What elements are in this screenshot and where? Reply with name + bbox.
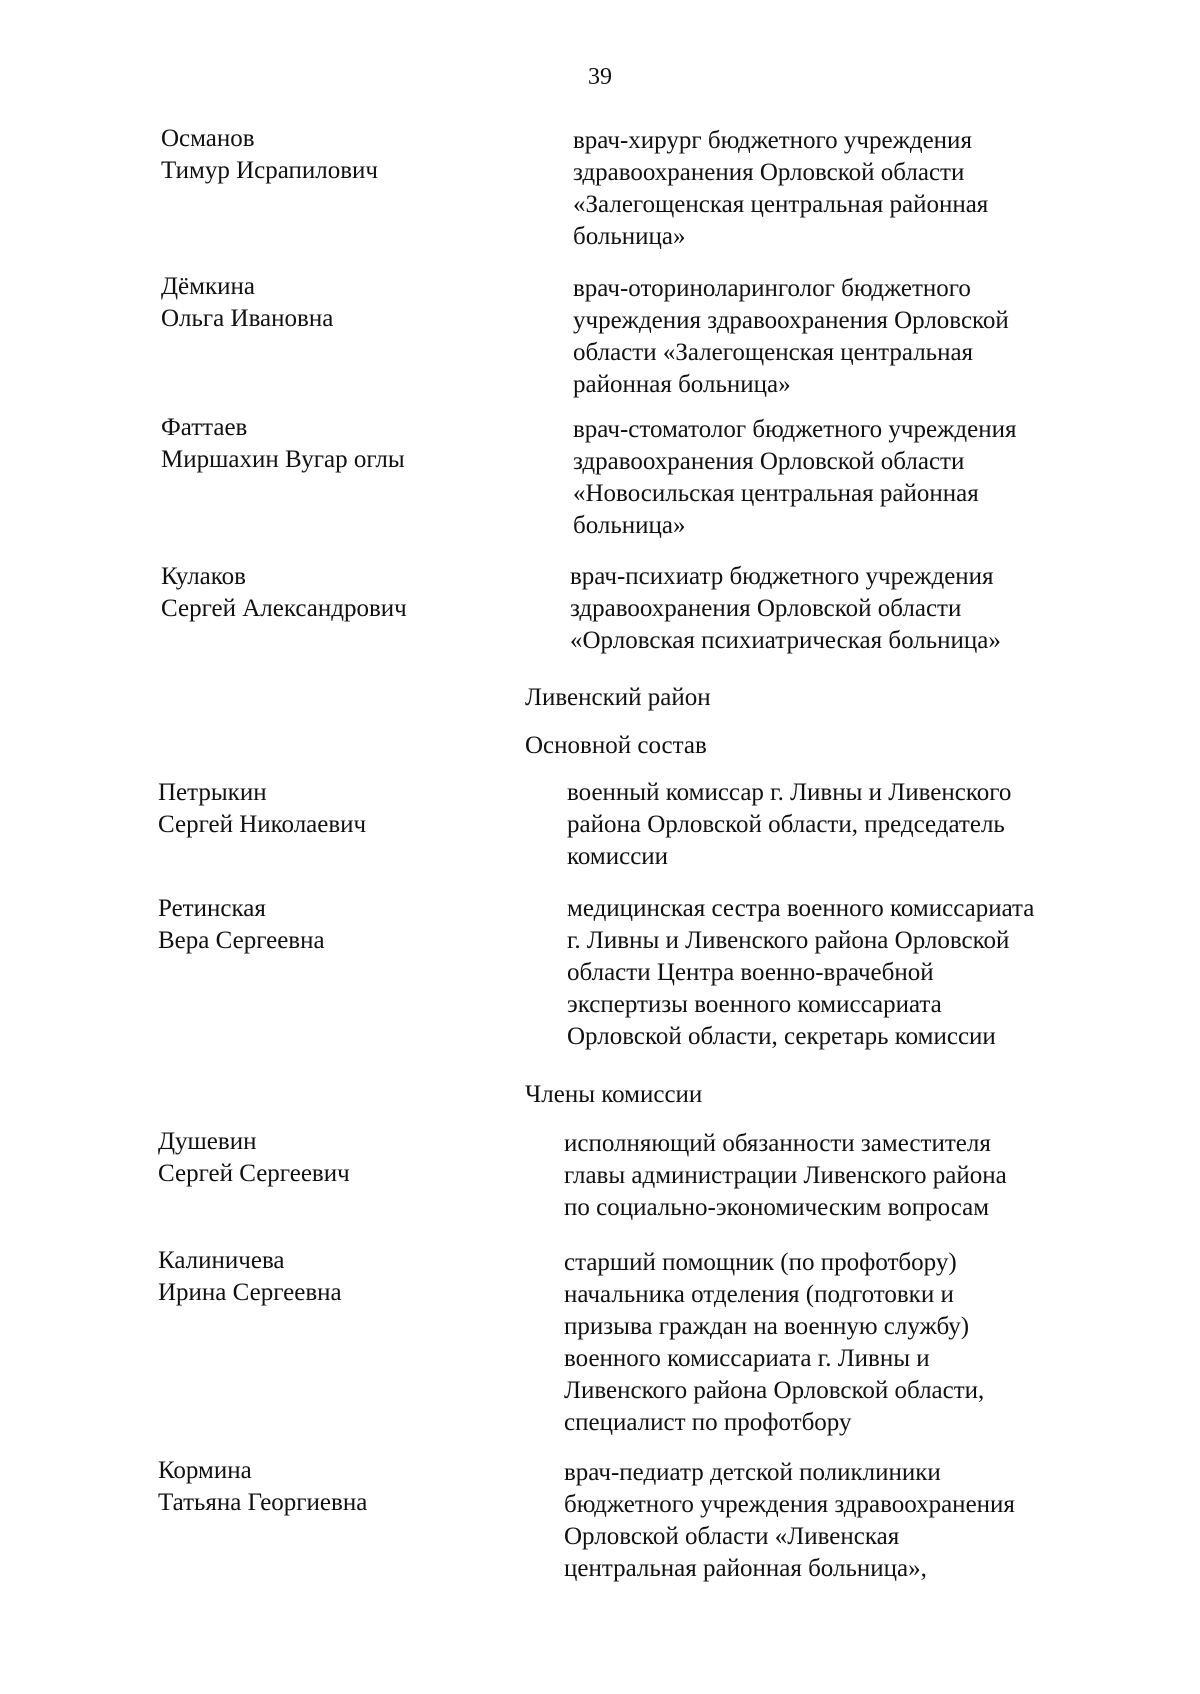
position-line: врач-оториноларинголог бюджетного [573,275,971,302]
position-line: районная больница» [573,371,791,398]
position-line: здравоохранения Орловской области [570,595,962,622]
position-line: военного комиссариата г. Ливны и [564,1345,930,1372]
position-line: врач-психиатр бюджетного учреждения [570,563,994,590]
position-line: области «Залегощенская центральная [573,339,974,366]
person-given-names: Сергей Александрович [161,595,407,622]
position-line: «Залегощенская центральная районная [573,191,989,218]
position-line: «Орловская психиатрическая больница» [570,627,1001,654]
position-line: исполняющий обязанности заместителя [564,1130,991,1157]
position-line: Орловской области «Ливенская [564,1523,900,1550]
person-given-names: Сергей Сергеевич [158,1160,350,1187]
person-given-names: Тимур Исрапилович [161,157,379,184]
position-line: призыва граждан на военную службу) [564,1313,970,1340]
person-surname: Кулаков [161,563,246,590]
position-line: района Орловской области, председатель [567,811,1005,838]
position-line: по социально-экономическим вопросам [564,1194,990,1221]
position-line: старший помощник (по профотбору) [564,1249,957,1276]
position-line: «Новосильская центральная районная [573,480,979,507]
position-line: бюджетного учреждения здравоохранения [564,1491,1015,1518]
position-line: экспертизы военного комиссариата [567,991,942,1018]
main-composition-heading: Основной состав [525,732,707,759]
position-line: главы администрации Ливенского района [564,1162,1007,1189]
position-line: начальника отделения (подготовки и [564,1281,954,1308]
position-line: врач-педиатр детской поликлиники [564,1459,941,1486]
person-given-names: Вера Сергеевна [158,927,325,954]
position-line: больница» [573,512,686,539]
person-surname: Кормина [158,1457,252,1484]
position-line: г. Ливны и Ливенского района Орловской [567,927,1010,954]
page-number: 39 [588,64,612,90]
position-line: специалист по профотбору [564,1409,852,1436]
person-surname: Калиничева [158,1247,285,1274]
position-line: здравоохранения Орловской области [573,448,965,475]
members-heading: Члены комиссии [525,1081,703,1108]
person-surname: Ретинская [158,895,266,922]
person-surname: Петрыкин [158,779,267,806]
position-line: Ливенского района Орловской области, [564,1377,985,1404]
position-line: медицинская сестра военного комиссариата [567,895,1035,922]
position-line: центральная районная больница», [564,1555,927,1582]
person-given-names: Ирина Сергеевна [158,1279,342,1306]
district-heading: Ливенский район [525,684,711,711]
position-line: Орловской области, секретарь комиссии [567,1023,996,1050]
person-given-names: Татьяна Георгиевна [158,1489,368,1516]
person-given-names: Миршахин Вугар оглы [161,446,405,473]
person-surname: Душевин [158,1128,257,1155]
position-line: здравоохранения Орловской области [573,159,965,186]
position-line: больница» [573,223,686,250]
person-given-names: Ольга Ивановна [161,305,334,332]
position-line: учреждения здравоохранения Орловской [573,307,1009,334]
person-given-names: Сергей Николаевич [158,811,367,838]
position-line: врач-стоматолог бюджетного учреждения [573,416,1017,443]
person-surname: Фаттаев [161,414,248,441]
person-surname: Дёмкина [161,273,255,300]
position-line: комиссии [567,843,669,870]
position-line: врач-хирург бюджетного учреждения [573,127,972,154]
position-line: военный комиссар г. Ливны и Ливенского [567,779,1012,806]
position-line: области Центра военно-врачебной [567,959,934,986]
person-surname: Османов [161,125,255,152]
